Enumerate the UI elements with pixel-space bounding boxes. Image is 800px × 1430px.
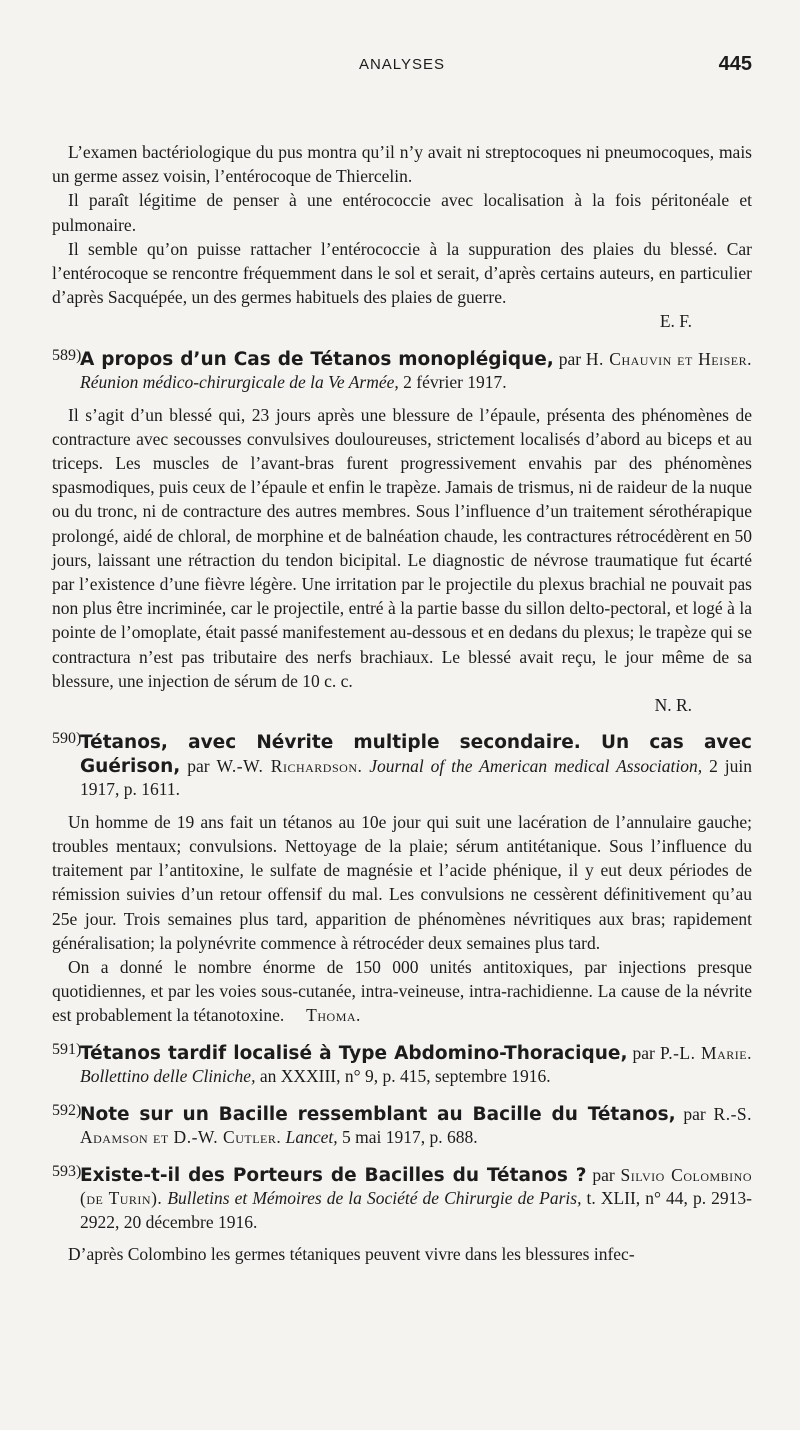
entry-number: 592) [52, 1101, 82, 1119]
entry-date: 2 juin 1917, p. 1611. [80, 755, 752, 800]
entry-by: par [627, 1042, 660, 1063]
document-page [0, 53, 800, 1430]
running-header [52, 53, 752, 100]
entry-title: A propos d’un Cas de Tétanos monoplégique, [80, 348, 554, 370]
entry-authors: W.-W. Richardson. [216, 755, 363, 776]
entry-number: 591) [52, 1040, 82, 1058]
entry-authors: P.-L. Marie. [659, 1042, 752, 1063]
entry-heading [52, 731, 752, 802]
entry-heading [52, 1103, 752, 1150]
entry-by: par [553, 348, 586, 369]
entry-number: 590) [52, 730, 82, 748]
signature: Thoma. [306, 1005, 361, 1026]
entry-heading [52, 348, 752, 395]
paragraph: Il semble qu’on puisse rattacher l’entérococcie à la suppuration des plaies du blessé. Car l’entérocoque se rencontre fréquemment dans le sol et serait, d’après certains auteurs, en particulier d’après Sacquépée, un des germes habituels des plaies de guerre. [52, 238, 752, 308]
entry-number: 593) [52, 1162, 82, 1180]
entry-592 [52, 1103, 752, 1150]
entry-heading [52, 1042, 752, 1089]
paragraph: Un homme de 19 ans fait un tétanos au 10e jour qui suit une lacération de l’annulaire gauche; troubles mentaux; convulsions. Nettoyage de la plaie; sérum antitétanique. Sous l’influence du traitement par l’antitoxine, le sulfate de magnésie et l’acide phénique, il y eut deux périodes de rémission suivies d’un retour offensif du mal. Les convulsions ne cessèrent définitivement qu’au 25e jour. Trois semaines plus tard, apparition de phénomènes névritiques aux bras; rapidement généralisation; la polynévrite commence à rétrocéder deux semaines plus tard. [52, 811, 752, 953]
signature: E. F. [659, 311, 692, 332]
entry-title: Tétanos, avec Névrite multiple secondaire. Un cas avec Guérison, [80, 732, 752, 777]
entry-title: Tétanos tardif localisé à Type Abdomino-Thoracique, [80, 1042, 628, 1064]
entry-source: Journal of the American medical Association, [362, 755, 703, 776]
entry-source: Bulletins et Mémoires de la Société de Chirurgie de Paris, [162, 1188, 582, 1209]
paragraph: Il paraît légitime de penser à une entérococcie avec localisation à la fois péritonéale et pulmonaire. [52, 190, 752, 235]
entry-591 [52, 1042, 752, 1089]
intro-section [52, 140, 752, 334]
signature: N. R. [654, 695, 692, 716]
entry-number: 589) [52, 346, 82, 364]
paragraph-text: On a donné le nombre énorme de 150 000 unités antitoxiques, par injections presque quotidiennes, et par les voies sous-cutanée, intra-veineuse, intra-rachidienne. La cause de la névrite est probablement la tétanotoxine. [52, 956, 752, 1026]
entry-heading [52, 1164, 752, 1235]
paragraph [52, 955, 752, 1028]
entry-authors: H. Chauvin et Heiser. [585, 348, 752, 369]
entry-by: par [180, 755, 217, 776]
entry-date: 5 mai 1917, p. 688. [337, 1127, 478, 1148]
entry-source: Réunion médico-chirurgicale de la Ve Armée, [80, 372, 399, 393]
entry-title: Existe-t-il des Porteurs de Bacilles du Tétanos ? [80, 1164, 587, 1186]
running-title: ANALYSES [358, 56, 446, 73]
paragraph: D’après Colombino les germes tétaniques peuvent vivre dans les blessures infec- [68, 1244, 635, 1265]
entry-date: 2 février 1917. [398, 372, 507, 393]
entry-source: Lancet, [281, 1127, 338, 1148]
entry-date: t. XLII, n° 44, p. 2913-2922, 20 décembre 1916. [80, 1188, 753, 1232]
entry-date: an XXXIII, n° 9, p. 415, septembre 1916. [255, 1066, 551, 1087]
entry-593 [52, 1164, 752, 1267]
entry-by: par [586, 1164, 621, 1185]
entry-title: Note sur un Bacille ressemblant au Bacille du Tétanos, [80, 1103, 676, 1125]
entry-590 [52, 731, 752, 1027]
entry-589 [52, 348, 752, 718]
entry-authors: R.-S. Adamson et D.-W. Cutler. [80, 1103, 752, 1148]
entry-authors: Silvio Colombino (de Turin). [80, 1164, 753, 1209]
paragraph: Il s’agit d’un blessé qui, 23 jours après une blessure de l’épaule, présenta des phénomènes de contracture avec secousses convulsives douloureuses, strictement localisés d’abord au biceps et au triceps. Les muscles de l’avant-bras furent progressivement envahis par des phénomènes spasmodiques, puis ceux de l’épaule et enfin le trapèze. Jamais de trismus, ni de raideur de la nuque ou du tronc, ni de contracture des autres membres. Sous l’influence d’un traitement sérothérapique prolongé, aidé de chloral, de morphine et de balnéation chaude, les contractures rétrocédèrent en 50 jours, laissant une rétraction du tendon bicipital. Le diagnostic de névrose traumatique fut écarté par l’existence d’une fièvre légère. Une irritation par le projectile du plexus brachial ne pouvait pas non plus être incriminée, car le projectile, entré à la partie basse du sillon delto-pectoral, et logé à la pointe de l’omoplate, était passé manifestement au-dessous et en dedans du plexus; le trapèze qui se contractura n’est pas tributaire des nerfs brachiaux. Le blessé avait reçu, le jour même de sa blessure, une injection de sérum de 10 c. c. [52, 404, 752, 691]
entry-source: Bollettino delle Cliniche, [80, 1066, 256, 1087]
entry-by: par [675, 1103, 714, 1124]
paragraph: L’examen bactériologique du pus montra qu’il n’y avait ni streptocoques ni pneumocoques, mais un germe assez voisin, l’entérocoque de Thiercelin. [52, 142, 752, 187]
page-number: 445 [718, 53, 752, 75]
